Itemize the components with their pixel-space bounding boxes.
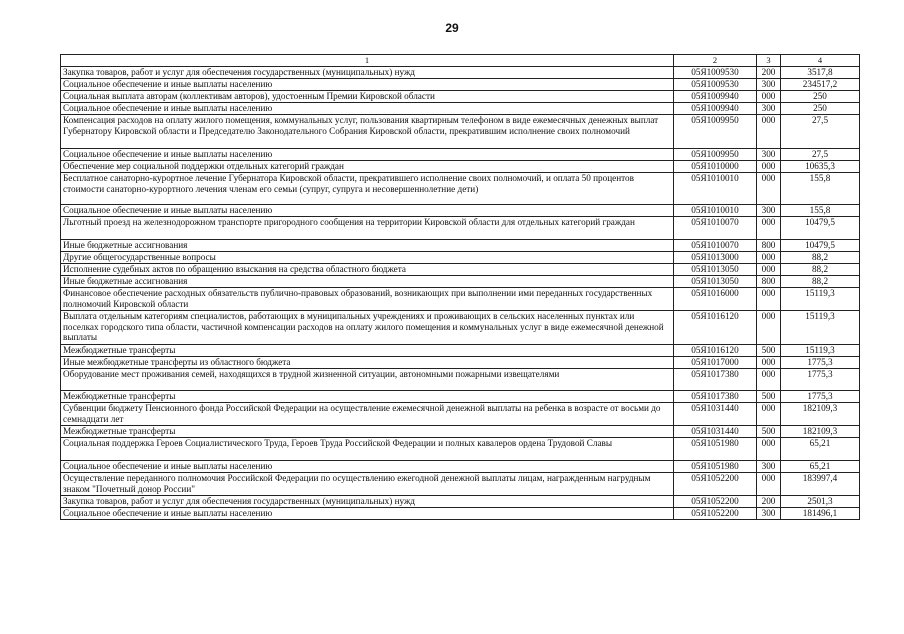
row-code-cell: 05Я1016120 (674, 311, 757, 345)
row-amount-cell: 155,8 (781, 173, 860, 205)
table-row (61, 205, 860, 217)
row-name-cell: Социальная поддержка Героев Социалистического Труда, Героев Труда Российской Федерации и полных кавалеров ордена Трудовой Славы (61, 438, 674, 461)
row-amount-cell: 1775,3 (781, 391, 860, 403)
table-header-row (61, 55, 860, 67)
row-code-cell: 05Я1010010 (674, 205, 757, 217)
row-amount-cell: 250 (781, 91, 860, 103)
row-name-cell: Компенсация расходов на оплату жилого помещения, коммунальных услуг, пользования квартирным телефоном в виде ежемесячных денежных выплат Губернатору Кировской области и Председателю Законодательного Собрания Кировской области, прекратившим исполнение своих полномочий (61, 115, 674, 149)
row-name-cell: Социальное обеспечение и иные выплаты населению (61, 79, 674, 91)
row-code-cell: 05Я1009950 (674, 149, 757, 161)
row-type-cell: 500 (757, 391, 781, 403)
row-type-cell: 500 (757, 426, 781, 438)
row-type-cell: 800 (757, 276, 781, 288)
row-amount-cell: 10635,3 (781, 161, 860, 173)
row-amount-cell: 15119,3 (781, 288, 860, 311)
row-type-cell: 200 (757, 496, 781, 508)
table-row (61, 103, 860, 115)
row-code-cell: 05Я1051980 (674, 461, 757, 473)
table-row (61, 79, 860, 91)
row-code-cell: 05Я1017380 (674, 391, 757, 403)
table-row (61, 438, 860, 461)
row-amount-cell: 10479,5 (781, 217, 860, 240)
table-row (61, 276, 860, 288)
row-name-cell: Иные бюджетные ассигнования (61, 240, 674, 252)
row-type-cell: 200 (757, 67, 781, 79)
table-row (61, 311, 860, 345)
header-cell-type: 3 (757, 55, 781, 67)
row-code-cell: 05Я1009530 (674, 79, 757, 91)
row-amount-cell: 2501,3 (781, 496, 860, 508)
row-code-cell: 05Я1052200 (674, 473, 757, 496)
table-row (61, 345, 860, 357)
row-name-cell: Социальное обеспечение и иные выплаты населению (61, 149, 674, 161)
table-row (61, 461, 860, 473)
row-code-cell: 05Я1031440 (674, 426, 757, 438)
table-row (61, 115, 860, 149)
row-code-cell: 05Я1010070 (674, 217, 757, 240)
row-amount-cell: 10479,5 (781, 240, 860, 252)
row-name-cell: Межбюджетные трансферты (61, 345, 674, 357)
row-type-cell: 000 (757, 252, 781, 264)
row-amount-cell: 181496,1 (781, 508, 860, 520)
row-name-cell: Социальная выплата авторам (коллективам авторов), удостоенным Премии Кировской области (61, 91, 674, 103)
row-code-cell: 05Я1016120 (674, 345, 757, 357)
row-name-cell: Обеспечение мер социальной поддержки отдельных категорий граждан (61, 161, 674, 173)
row-type-cell: 800 (757, 240, 781, 252)
row-type-cell: 300 (757, 205, 781, 217)
row-amount-cell: 65,21 (781, 461, 860, 473)
budget-table (60, 54, 860, 520)
table-row (61, 391, 860, 403)
row-code-cell: 05Я1051980 (674, 438, 757, 461)
row-name-cell: Субвенции бюджету Пенсионного фонда Российской Федерации на осуществление ежемесячной денежной выплаты на ребенка в возрасте от восьми до семнадцати лет (61, 403, 674, 426)
row-code-cell: 05Я1031440 (674, 403, 757, 426)
table-row (61, 369, 860, 391)
row-code-cell: 05Я1052200 (674, 496, 757, 508)
row-type-cell: 000 (757, 369, 781, 391)
table-row (61, 473, 860, 496)
table-row (61, 508, 860, 520)
row-name-cell: Социальное обеспечение и иные выплаты населению (61, 205, 674, 217)
table-row (61, 149, 860, 161)
row-code-cell: 05Я1010010 (674, 173, 757, 205)
row-name-cell: Закупка товаров, работ и услуг для обеспечения государственных (муниципальных) нужд (61, 496, 674, 508)
table-row (61, 288, 860, 311)
row-code-cell: 05Я1013050 (674, 276, 757, 288)
table-row (61, 91, 860, 103)
row-code-cell: 05Я1010000 (674, 161, 757, 173)
row-type-cell: 300 (757, 79, 781, 91)
row-amount-cell: 88,2 (781, 276, 860, 288)
row-name-cell: Социальное обеспечение и иные выплаты населению (61, 508, 674, 520)
row-type-cell: 300 (757, 149, 781, 161)
row-name-cell: Закупка товаров, работ и услуг для обеспечения государственных (муниципальных) нужд (61, 67, 674, 79)
row-code-cell: 05Я1009940 (674, 103, 757, 115)
table-row (61, 217, 860, 240)
header-cell-code: 2 (674, 55, 757, 67)
row-type-cell: 000 (757, 438, 781, 461)
row-type-cell: 000 (757, 473, 781, 496)
row-name-cell: Социальное обеспечение и иные выплаты населению (61, 461, 674, 473)
row-type-cell: 300 (757, 461, 781, 473)
row-amount-cell: 65,21 (781, 438, 860, 461)
row-name-cell: Бесплатное санаторно-курортное лечение Губернатора Кировской области, прекратившего исполнение своих полномочий, и оплата 50 процентов стоимости санаторно-курортного лечения членам его семьи (супруг, супруга и несовершеннолетние дети) (61, 173, 674, 205)
row-amount-cell: 88,2 (781, 264, 860, 276)
table-row (61, 426, 860, 438)
row-amount-cell: 1775,3 (781, 357, 860, 369)
table-row (61, 173, 860, 205)
row-code-cell: 05Я1013000 (674, 252, 757, 264)
row-amount-cell: 182109,3 (781, 426, 860, 438)
row-code-cell: 05Я1017380 (674, 369, 757, 391)
table-row (61, 496, 860, 508)
row-type-cell: 000 (757, 357, 781, 369)
row-type-cell: 000 (757, 288, 781, 311)
row-name-cell: Межбюджетные трансферты (61, 426, 674, 438)
row-type-cell: 300 (757, 508, 781, 520)
row-amount-cell: 15119,3 (781, 311, 860, 345)
row-code-cell: 05Я1052200 (674, 508, 757, 520)
row-name-cell: Финансовое обеспечение расходных обязательств публично-правовых образований, возникающих при выполнении ими переданных государственных полномочий Кировской области (61, 288, 674, 311)
row-code-cell: 05Я1017000 (674, 357, 757, 369)
row-code-cell: 05Я1009940 (674, 91, 757, 103)
table-row (61, 240, 860, 252)
row-type-cell: 500 (757, 345, 781, 357)
row-name-cell: Другие общегосударственные вопросы (61, 252, 674, 264)
row-type-cell: 000 (757, 161, 781, 173)
header-cell-name: 1 (61, 55, 674, 67)
row-amount-cell: 250 (781, 103, 860, 115)
row-name-cell: Льготный проезд на железнодорожном транспорте пригородного сообщения на территории Кировской области для отдельных категорий граждан (61, 217, 674, 240)
row-code-cell: 05Я1013050 (674, 264, 757, 276)
table-row (61, 357, 860, 369)
row-name-cell: Иные межбюджетные трансферты из областного бюджета (61, 357, 674, 369)
row-code-cell: 05Я1016000 (674, 288, 757, 311)
row-name-cell: Межбюджетные трансферты (61, 391, 674, 403)
row-amount-cell: 27,5 (781, 149, 860, 161)
table-row (61, 67, 860, 79)
table-row (61, 403, 860, 426)
table-row (61, 252, 860, 264)
row-name-cell: Оборудование мест проживания семей, находящихся в трудной жизненной ситуации, автономными пожарными извещателями (61, 369, 674, 391)
row-amount-cell: 183997,4 (781, 473, 860, 496)
row-type-cell: 000 (757, 311, 781, 345)
row-amount-cell: 88,2 (781, 252, 860, 264)
row-type-cell: 000 (757, 115, 781, 149)
row-type-cell: 000 (757, 264, 781, 276)
row-amount-cell: 155,8 (781, 205, 860, 217)
row-type-cell: 000 (757, 173, 781, 205)
table-row (61, 161, 860, 173)
row-name-cell: Исполнение судебных актов по обращению взыскания на средства областного бюджета (61, 264, 674, 276)
row-type-cell: 300 (757, 103, 781, 115)
table-row (61, 264, 860, 276)
header-cell-amount: 4 (781, 55, 860, 67)
row-name-cell: Осуществление переданного полномочия Российской Федерации по осуществлению ежегодной денежной выплаты лицам, награжденным нагрудным знаком "Почетный донор России" (61, 473, 674, 496)
row-amount-cell: 1775,3 (781, 369, 860, 391)
row-code-cell: 05Я1009530 (674, 67, 757, 79)
page-number: 29 (445, 21, 459, 35)
row-type-cell: 000 (757, 217, 781, 240)
row-amount-cell: 15119,3 (781, 345, 860, 357)
row-amount-cell: 27,5 (781, 115, 860, 149)
row-name-cell: Выплата отдельным категориям специалистов, работающих в муниципальных учреждениях и проживающих в сельских населенных пунктах или поселках городского типа области, частичной компенсации расходов на оплату жилого помещения и коммунальных услуг в виде ежемесячной денежной выплаты (61, 311, 674, 345)
row-amount-cell: 234517,2 (781, 79, 860, 91)
row-type-cell: 000 (757, 403, 781, 426)
row-amount-cell: 182109,3 (781, 403, 860, 426)
row-code-cell: 05Я1009950 (674, 115, 757, 149)
row-type-cell: 000 (757, 91, 781, 103)
row-name-cell: Иные бюджетные ассигнования (61, 276, 674, 288)
row-code-cell: 05Я1010070 (674, 240, 757, 252)
row-amount-cell: 3517,8 (781, 67, 860, 79)
row-name-cell: Социальное обеспечение и иные выплаты населению (61, 103, 674, 115)
